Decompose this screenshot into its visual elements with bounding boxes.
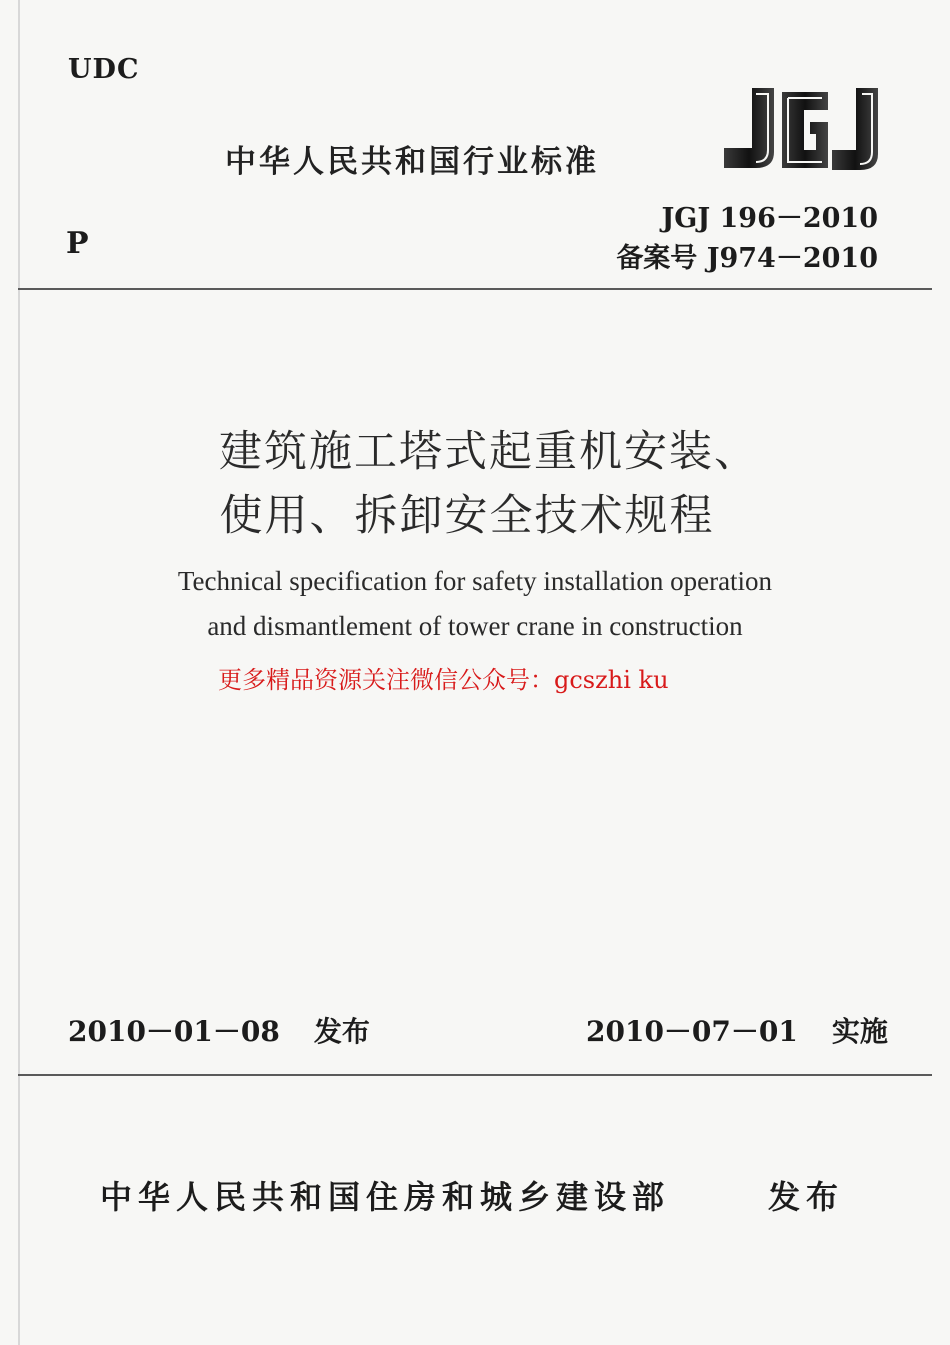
effective-date-block [586, 1010, 888, 1050]
jgj-logo-icon [716, 82, 882, 174]
page-edge [18, 0, 20, 1345]
issue-date-block [68, 1010, 370, 1050]
effective-date: 2010－07－01 [586, 1015, 798, 1048]
title-cn-line2: 使用、拆卸安全技术规程 [219, 491, 715, 541]
top-divider [18, 288, 932, 290]
standard-type: 中华人民共和国行业标准 [225, 144, 599, 180]
bottom-divider [18, 1074, 932, 1076]
record-number: 备案号 J974－2010 [616, 243, 878, 274]
publisher-action: 发布 [768, 1178, 845, 1216]
category-label: P [66, 226, 89, 261]
udc-label: UDC [68, 54, 140, 85]
title-cn-line1: 建筑施工塔式起重机安装、 [219, 427, 759, 477]
publisher-name: 中华人民共和国住房和城乡建设部 [100, 1178, 671, 1216]
standard-code: JGJ 196－2010 [661, 203, 878, 234]
watermark-text: 更多精品资源关注微信公众号：gcszhi ku [218, 666, 669, 694]
effective-label: 实施 [831, 1015, 888, 1048]
title-en-line2: and dismantlement of tower crane in construction [207, 611, 743, 641]
issue-date: 2010－01－08 [68, 1015, 280, 1048]
issue-label: 发布 [313, 1015, 370, 1048]
title-en-line1: Technical specification for safety installation operation [177, 566, 773, 596]
